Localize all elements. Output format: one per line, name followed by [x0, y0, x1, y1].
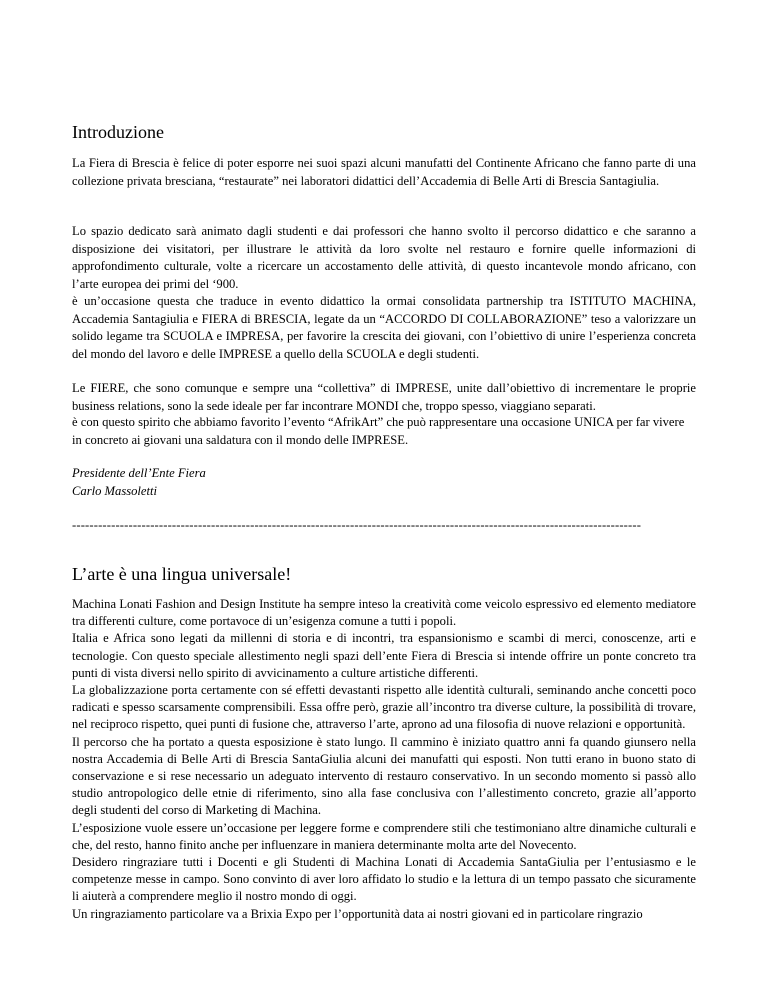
intro-paragraph-2: Lo spazio dedicato sarà animato dagli studenti e dai professori che hanno svolto il percorso didattico e che saranno a disposizione dei visitatori, per illustrare le attività da loro svolte nel restauro e fornire quelle informazioni di approfondimento culturale, volte a ricercare un accostamento delle attività, di questo incantevole mondo africano, con l’arte europea dei primi del ‘900. [72, 224, 696, 291]
intro-paragraph-5: è con questo spirito che abbiamo favorito l’evento “AfrikArt” che può rappresentare una occasione UNICA per far vivere in concreto ai giovani una saldatura con il mondo delle IMPRESE. [72, 415, 685, 447]
arte-paragraph-3: La globalizzazione porta certamente con sé effetti devastanti rispetto alle identità culturali, seminando anche concetti poco radicati e spesso scarsamente comprensibili. Essa offre però, grazie all’incontro tra diverse culture, la possibilità di trovare, nel reciproco rispetto, quei punti di fusione che, attraverso l’arte, aprono ad una filosofia di nuove relazioni e opportunità. [72, 683, 696, 732]
arte-body [72, 596, 696, 923]
arte-paragraph-2: Italia e Africa sono legati da millenni di storia e di incontri, tra espansionismo e scambi di merci, conoscenze, arti e tecnologie. Con questo speciale allestimento negli spazi dell’ente Fiera di Brescia si intende offrire un ponte concreto tra punti di vista diversi nello spirito di avvicinamento a culture artistiche differenti. [72, 631, 696, 680]
arte-paragraph-4: Il percorso che ha portato a questa esposizione è stato lungo. Il cammino è iniziato quattro anni fa quando giunsero nella nostra Accademia di Belle Arti di Brescia SantaGiulia alcuni dei manufatti qui esposti. Non tutti erano in buono stato di conservazione e si rese necessario un adeguato intervento di restauro conservativo. In un secondo momento si passò allo studio antropologico delle etnie di riferimento, sino alla fase conclusiva con l’allestimento concreto, grazie all’apporto degli studenti del corso di Marketing di Machina. [72, 734, 696, 818]
arte-paragraph-5: L’esposizione vuole essere un’occasione per leggere forme e comprendere stili che testimoniano altre dinamiche culturali e che, del resto, hanno finito anche per influenzare in maniera determinante molta arte del Novecento. [72, 820, 696, 852]
arte-paragraph-7: Un ringraziamento particolare va a Brixia Expo per l’opportunità data ai nostri giovani ed in particolare ringrazio [72, 906, 643, 921]
intro-paragraph-4: Le FIERE, che sono comunque e sempre una “collettiva” di IMPRESE, unite dall’obiettivo di incrementare le proprie business relations, sono la sede ideale per far incontrare MONDI che, troppo spesso, viaggiano separati. [72, 381, 696, 413]
signature-role: Presidente dell’Ente Fiera [72, 466, 206, 480]
signature-block [72, 465, 206, 500]
signature-name: Carlo Massoletti [72, 483, 158, 498]
arte-paragraph-6: Desidero ringraziare tutti i Docenti e gli Studenti di Machina Lonati di Accademia SantaGiulia per l’entusiasmo e le competenze messe in campo. Sono convinto di aver loro affidato lo studio e la lettura di un tempo passato che sicuramente li aiuterà a comprendere meglio il nostro mondo di oggi. [72, 855, 696, 904]
intro-paragraph-1: La Fiera di Brescia è felice di poter esporre nei suoi spazi alcuni manufatti del Continente Africano che fanno parte di una collezione privata bresciana, “restaurate” nei laboratori didattici dell’Accademia di Belle Arti di Brescia Santagiulia. [72, 156, 696, 188]
dashed-divider: ----------------------------------------------------------------------------------------------------------------------------------- [72, 518, 642, 532]
arte-paragraph-1: Machina Lonati Fashion and Design Institute ha sempre inteso la creatività come veicolo espressivo ed elemento mediatore tra differenti culture, come portavoce di un’esigenza comune a tutti i popoli. [72, 597, 696, 629]
intro-paragraph-3: è un’occasione questa che traduce in evento didattico la ormai consolidata partnership tra ISTITUTO MACHINA, Accademia Santagiulia e FIERA di BRESCIA, legate da un “ACCORDO DI COLLABORAZIONE” teso a valorizzare un solido legame tra SCUOLA e IMPRESA, per favorire la crescita dei giovani, con l’obiettivo di unire l’esperienza concreta del mondo del lavoro e delle IMPRESE a quello della SCUOLA e degli studenti. [72, 294, 696, 361]
section-title-introduzione: Introduzione [72, 122, 164, 142]
section-title-arte: L’arte è una lingua universale! [72, 564, 292, 584]
